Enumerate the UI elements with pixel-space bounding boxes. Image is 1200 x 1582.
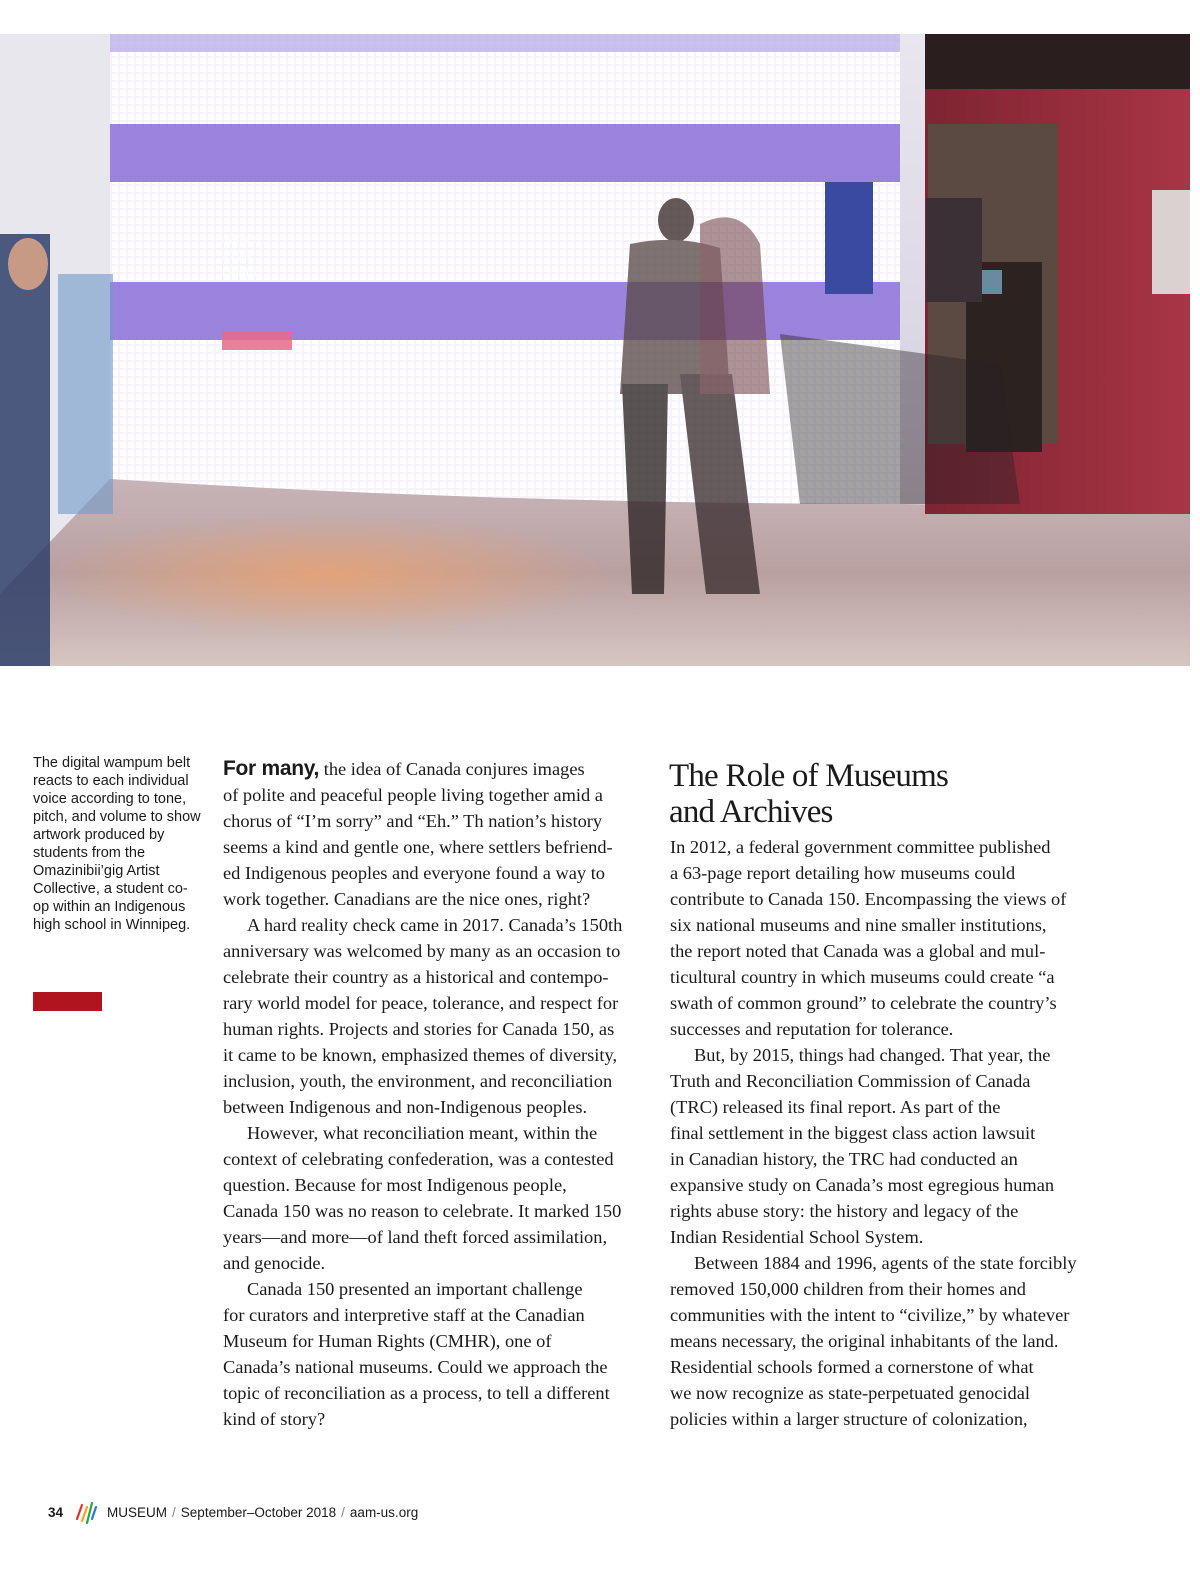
page-number: 34	[48, 1504, 64, 1520]
article-line: final settlement in the biggest class action lawsuit	[670, 1123, 1036, 1143]
article-line: swath of common ground” to celebrate the country’s	[670, 993, 1057, 1013]
article-line: human rights. Projects and stories for Canada 150, as	[223, 1019, 615, 1039]
article-line: Between 1884 and 1996, agents of the state forcibly	[694, 1253, 1077, 1273]
article-line: a 63-page report detailing how museums could	[670, 863, 1016, 883]
article-line: (TRC) released its final report. As part of the	[670, 1097, 1001, 1117]
article-line: contribute to Canada 150. Encompassing the views of	[670, 889, 1067, 909]
article-line: it came to be known, emphasized themes of diversity,	[223, 1045, 618, 1065]
website-link[interactable]: aam-us.org	[349, 1504, 419, 1520]
issue-date: September–October 2018	[180, 1504, 337, 1520]
article-line: means necessary, the original inhabitants of the land.	[670, 1331, 1059, 1351]
section-heading	[669, 758, 1089, 830]
exhibit-label-line: Death	[222, 265, 257, 280]
footer-separator: /	[341, 1504, 345, 1520]
article-column-1	[223, 756, 643, 1432]
lead-in: For many,	[223, 757, 320, 780]
article-line: Indian Residential School System.	[670, 1227, 924, 1247]
article-line: of polite and peaceful people living together amid a	[223, 785, 603, 805]
article-line: context of celebrating confederation, was a contested	[223, 1149, 614, 1169]
article-line: A hard reality check came in 2017. Canada’s 150th	[247, 915, 623, 935]
exhibit-label-accent	[222, 332, 292, 350]
article-line: communities with the intent to “civilize,” by whatever	[670, 1305, 1070, 1325]
article-line: removed 150,000 children from their homes and	[670, 1279, 1026, 1299]
museum-gallery-image	[0, 34, 1190, 666]
article-line: Museum for Human Rights (CMHR), one of	[223, 1331, 552, 1351]
article-line: anniversary was welcomed by many as an occasion to	[223, 941, 621, 961]
article-line: Truth and Reconciliation Commission of Canada	[670, 1071, 1031, 1091]
article-line: For many, the idea of Canada conjures images	[223, 757, 585, 780]
article-line: question. Because for most Indigenous people,	[223, 1175, 567, 1195]
article-line: Canada 150 was no reason to celebrate. It marked 150	[223, 1201, 622, 1221]
article-line: six national museums and nine smaller institutions,	[670, 915, 1047, 935]
section-heading-line: The Role of Museums	[669, 758, 949, 794]
article-line: But, by 2015, things had changed. That year, the	[694, 1045, 1051, 1065]
magazine-name: MUSEUM	[107, 1504, 168, 1520]
article-line: Canada 150 presented an important challenge	[247, 1279, 583, 1299]
section-heading-line: and Archives	[669, 794, 833, 830]
article-line: topic of reconciliation as a process, to tell a different	[223, 1383, 610, 1403]
article-line: for curators and interpretive staff at the Canadian	[223, 1305, 585, 1325]
article-line: Canada’s national museums. Could we approach the	[223, 1357, 608, 1377]
article-line: ticultural country in which museums could create “a	[670, 967, 1055, 987]
article-line: kind of story?	[223, 1409, 326, 1429]
article-line: policies within a larger structure of colonization,	[670, 1409, 1028, 1429]
article-line: rights abuse story: the history and legacy of the	[670, 1201, 1019, 1221]
exhibit-label-text	[222, 230, 260, 281]
photo-caption: The digital wampum belt reacts to each individual voice according to tone, pitch, and volume to show artwork produced by students from the Omazinibii’gig Artist Collective, a student co-op within an Indigenous high school in Winnipeg.	[33, 755, 201, 933]
article-line: chorus of “I’m sorry” and “Eh.” Th nation’s history	[223, 811, 603, 831]
article-line: seems a kind and gentle one, where settlers befriend-	[223, 837, 613, 857]
article-line: and genocide.	[223, 1253, 326, 1273]
article-line: we now recognize as state-perpetuated genocidal	[670, 1383, 1030, 1403]
aam-logo-icon	[73, 1499, 99, 1525]
article-line: between Indigenous and non-Indigenous peoples.	[223, 1097, 588, 1117]
page-footer	[48, 1500, 418, 1524]
article-line: work together. Canadians are the nice ones, right?	[223, 889, 591, 909]
article-line: successes and reputation for tolerance.	[670, 1019, 954, 1039]
article-line: ed Indigenous peoples and everyone found a way to	[223, 863, 606, 883]
article-line: in Canadian history, the TRC had conducted an	[670, 1149, 1018, 1169]
exhibit-label-line: 1798	[222, 248, 251, 263]
article-line: expansive study on Canada’s most egregious human	[670, 1175, 1055, 1195]
article-column-2	[670, 834, 1100, 1432]
article-line: In 2012, a federal government committee published	[670, 837, 1051, 857]
article-line: celebrate their country as a historical and contempo-	[223, 967, 609, 987]
article-line: the report noted that Canada was a global and mul-	[670, 941, 1046, 961]
footer-separator: /	[172, 1504, 176, 1520]
hero-photo	[0, 34, 1190, 666]
caption-accent-bar	[33, 992, 102, 1011]
article-line: inclusion, youth, the environment, and reconciliation	[223, 1071, 613, 1091]
article-line: rary world model for peace, tolerance, and respect for	[223, 993, 619, 1013]
article-line: However, what reconciliation meant, within the	[247, 1123, 598, 1143]
article-line: years—and more—of land theft forced assimilation,	[223, 1227, 608, 1247]
article-line: Residential schools formed a cornerstone of what	[670, 1357, 1034, 1377]
exhibit-label-line: James	[222, 231, 261, 246]
